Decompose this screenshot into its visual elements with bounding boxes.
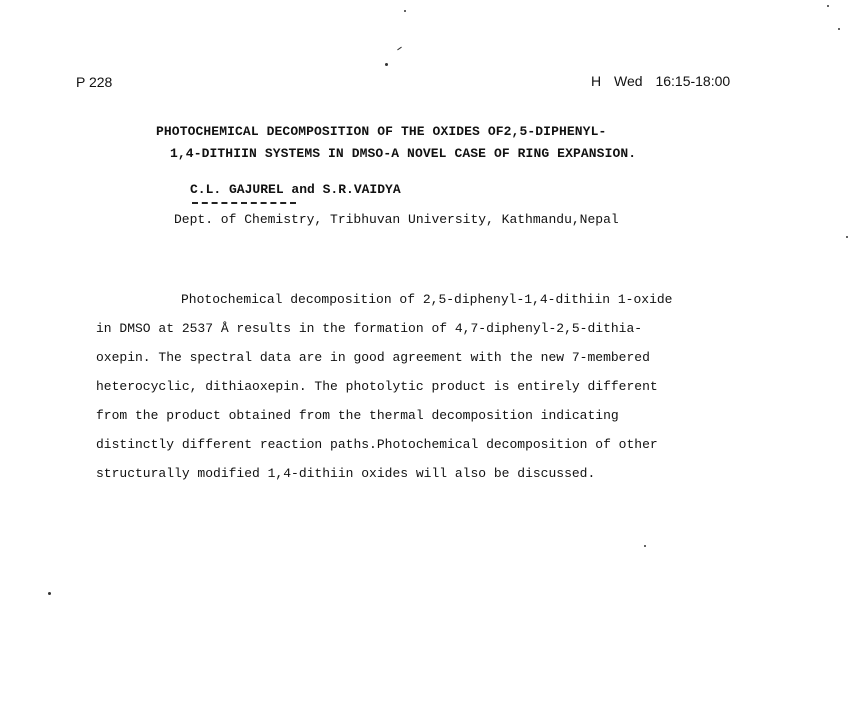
scan-speck	[385, 63, 388, 66]
abstract-line: in DMSO at 2537 Å results in the formation of 4,7-diphenyl-2,5-dithia-	[96, 321, 643, 336]
paper-title-line-2: 1,4-DITHIIN SYSTEMS IN DMSO-A NOVEL CASE OF RING EXPANSION.	[170, 146, 637, 161]
abstract-line: Photochemical decomposition of 2,5-diphenyl-1,4-dithiin 1-oxide	[181, 292, 673, 307]
scan-speck	[397, 47, 402, 51]
author-underline	[192, 202, 296, 204]
session-time: 16:15-18:00	[655, 73, 731, 89]
scan-speck	[644, 545, 646, 547]
abstract-line: from the product obtained from the thermal decomposition indicating	[96, 408, 619, 423]
session-room: H	[591, 73, 602, 89]
scan-speck	[827, 5, 829, 7]
abstract-line: structurally modified 1,4-dithiin oxides will also be discussed.	[96, 466, 596, 481]
affiliation: Dept. of Chemistry, Tribhuvan University, Kathmandu,Nepal	[174, 212, 619, 227]
page-number: P 228	[76, 74, 113, 90]
scan-speck	[846, 236, 848, 238]
paper-title-line-1: PHOTOCHEMICAL DECOMPOSITION OF THE OXIDES OF2,5-DIPHENYL-	[156, 124, 607, 139]
abstract-line: distinctly different reaction paths.Photochemical decomposition of other	[96, 437, 658, 452]
scan-speck	[838, 28, 840, 30]
abstract-line: heterocyclic, dithiaoxepin. The photolytic product is entirely different	[96, 379, 658, 394]
scan-speck	[48, 592, 51, 595]
session-day: Wed	[614, 73, 643, 89]
scan-speck	[404, 10, 406, 12]
session-info	[591, 73, 730, 89]
authors: C.L. GAJUREL and S.R.VAIDYA	[190, 182, 401, 197]
abstract-line: oxepin. The spectral data are in good agreement with the new 7-membered	[96, 350, 650, 365]
